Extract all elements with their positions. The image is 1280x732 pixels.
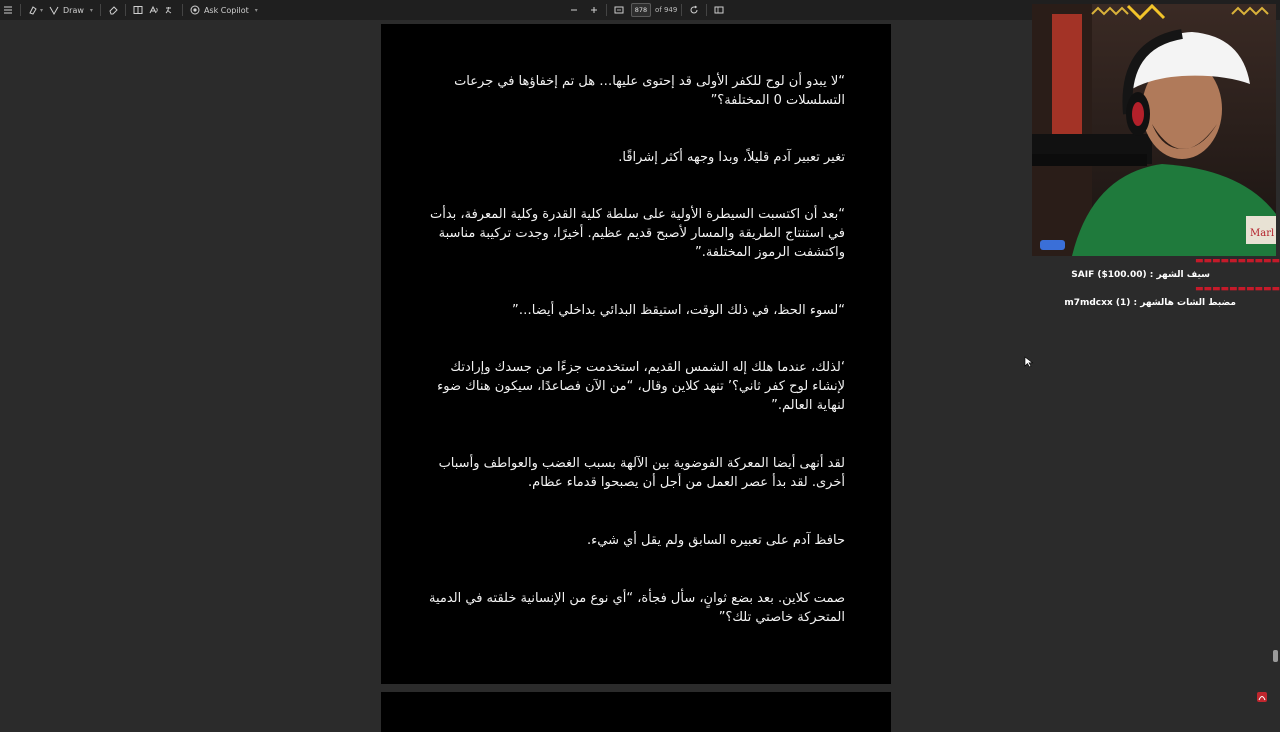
eraser-icon (108, 5, 118, 15)
paragraph: حافظ آدم على تعبيره السابق ولم يقل أي شيء. (587, 533, 845, 548)
stream-chat-overlay (1060, 254, 1280, 310)
webcam-feed-image (1032, 4, 1276, 256)
paragraph: صمت كلاين. بعد بضع ثوانٍ، سأل فجأة، “أي نوع من الإنسانية خلقته في الدمية المتحركة خاصتي تلك؟” (428, 591, 845, 625)
paragraph: تغير تعبير آدم قليلاً، وبدا وجهه أكثر إشراقًا. (618, 150, 845, 165)
scrollbar-thumb[interactable] (1273, 650, 1278, 662)
ask-copilot-label: Ask Copilot (203, 5, 249, 15)
chat-line: سيف الشهر : SAIF ($100.00) (1071, 270, 1210, 280)
fit-page-icon (614, 5, 624, 15)
translate-button[interactable] (162, 0, 178, 20)
plus-icon (589, 5, 599, 15)
page-total: of 949 (655, 6, 678, 14)
draw-button[interactable] (46, 0, 96, 20)
toolbar-divider (100, 4, 101, 16)
page-view-button[interactable] (711, 0, 727, 20)
text-box-icon (133, 5, 143, 15)
chat-line-red: ▬▬▬▬▬▬▬▬▬▬ (1194, 284, 1280, 294)
chevron-down-icon: ▾ (254, 6, 258, 14)
chevron-down-icon: ▾ (40, 6, 44, 14)
copilot-icon (190, 5, 200, 15)
paragraph: “لسوء الحظ، في ذلك الوقت، استيقظ البدائي بداخلي أيضا…” (512, 303, 845, 318)
pdf-icon (1256, 691, 1268, 703)
document-page (381, 24, 891, 684)
read-aloud-button[interactable] (146, 0, 162, 20)
svg-text:Marl: Marl (1250, 228, 1275, 239)
paragraph: لقد أنهى أيضا المعركة الفوضوية بين الآلهة بسبب الغضب والعواطف وأسباب أخرى. لقد بدأ عصر العمل من أجل أن يصبحوا قدماء عظام. (438, 456, 845, 490)
toolbar-divider (606, 4, 607, 16)
toolbar-divider (20, 4, 21, 16)
webcam-overlay (1032, 4, 1276, 256)
read-aloud-icon (149, 5, 159, 15)
draw-label: Draw (63, 5, 84, 15)
page-number-input[interactable]: 878 (631, 3, 651, 17)
paragraph: ‘لذلك، عندما هلك إله الشمس القديم، استخدمت جزءًا من جسدك وإرادتك لإنشاء لوح كفر ثاني؟’ تنهد كلاين وقال، “من الآن فصاعدًا، سيكون هناك ضوء لنهاية العالم.” (437, 360, 845, 413)
toolbar-divider (125, 4, 126, 16)
chat-line: مضبط الشات هالشهر : m7mdcxx (1) (1064, 298, 1236, 308)
page-controls (566, 0, 727, 20)
contents-button[interactable] (0, 0, 16, 20)
minus-icon (569, 5, 579, 15)
toolbar-divider (706, 4, 707, 16)
translate-icon (165, 5, 175, 15)
zoom-in-button[interactable] (586, 0, 602, 20)
rotate-button[interactable] (686, 0, 702, 20)
next-document-page (381, 692, 891, 732)
ask-copilot-button[interactable] (187, 0, 261, 20)
page-view-icon (714, 5, 724, 15)
chevron-down-icon: ▾ (89, 6, 93, 14)
paragraph: “لا يبدو أن لوح للكفر الأولى قد إحتوى عليها… هل تم إخفاؤها في جرعات التسلسلات 0 المختلفة؟” (454, 74, 845, 108)
text-box-button[interactable] (130, 0, 146, 20)
erase-button[interactable] (105, 0, 121, 20)
paragraph: “بعد أن اكتسبت السيطرة الأولية على سلطة كلية القدرة وكلية المعرفة، بدأت في استنتاج الطريقة والمسار لأصبح قديم عظيم. أخيرًا، وجدت تركيبة مناسبة واكتشفت الرموز المختلفة.” (429, 207, 845, 260)
rotate-icon (689, 5, 699, 15)
chat-line-red: ▬▬▬▬▬▬▬▬▬▬ (1194, 256, 1280, 266)
zoom-out-button[interactable] (566, 0, 582, 20)
toolbar-divider (681, 4, 682, 16)
highlight-button[interactable] (25, 0, 46, 20)
fit-page-button[interactable] (611, 0, 627, 20)
draw-icon (49, 5, 59, 15)
highlighter-icon (28, 5, 38, 15)
mouse-cursor-icon (1024, 356, 1034, 368)
list-icon (3, 5, 13, 15)
toolbar-divider (182, 4, 183, 16)
